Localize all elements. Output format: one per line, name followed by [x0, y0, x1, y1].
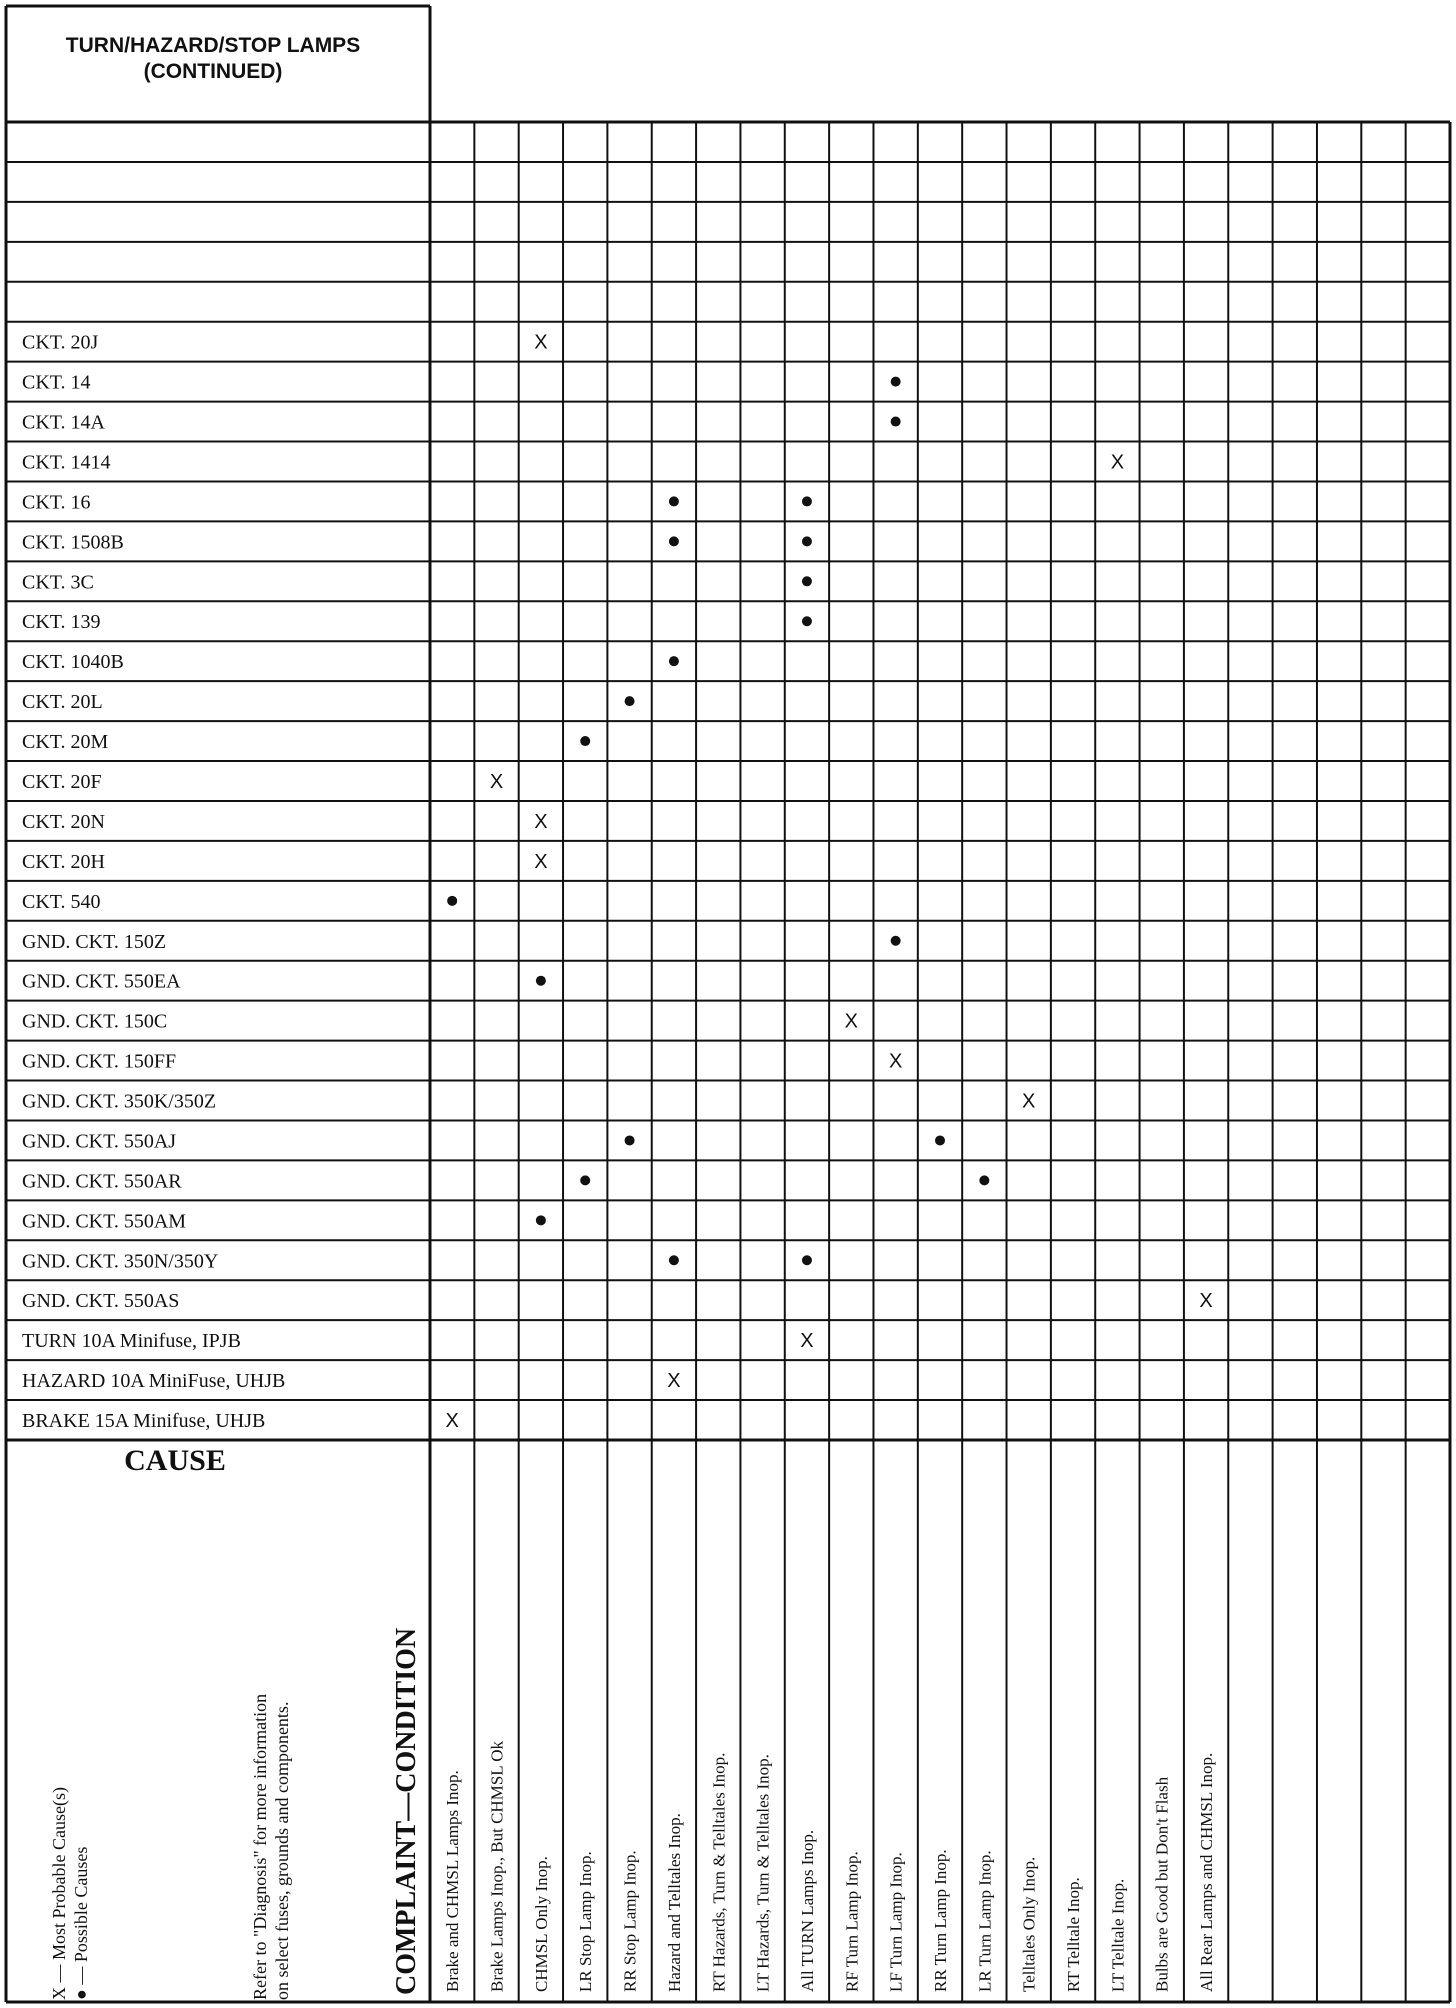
most-probable-cause-x: X	[1110, 451, 1125, 474]
condition-label: All TURN Lamps Inop.	[797, 1829, 817, 1992]
condition-label: RR Turn Lamp Inop.	[931, 1849, 950, 1992]
cause-label: BRAKE 15A Minifuse, UHJB	[22, 1410, 266, 1433]
most-probable-cause-x: X	[534, 850, 548, 873]
legend-possible: ● — Possible Causes	[71, 1846, 91, 2000]
cause-label: CKT. 20L	[22, 691, 103, 714]
possible-cause-dot	[979, 1175, 989, 1185]
legend-most-probable: X — Most Probable Cause(s)	[49, 1787, 69, 2000]
cause-label: CKT. 1508B	[22, 531, 124, 554]
possible-cause-dot	[447, 896, 457, 906]
cause-label: CKT. 20M	[22, 731, 109, 754]
condition-label: RF Turn Lamp Inop.	[842, 1851, 862, 1992]
condition-label: Brake Lamps Inop., But CHMSL Ok	[487, 1740, 507, 1992]
condition-label: LF Turn Lamp Inop.	[886, 1852, 906, 1992]
condition-label: RT Hazards, Turn & Telltales Inop.	[709, 1752, 729, 1992]
cause-label: GND. CKT. 150FF	[22, 1050, 177, 1073]
cause-label: TURN 10A Minifuse, IPJB	[22, 1330, 241, 1353]
possible-cause-dot	[669, 656, 679, 666]
most-probable-cause-x: X	[1022, 1090, 1036, 1113]
cause-label: CKT. 20J	[22, 331, 99, 354]
condition-label: LT Hazards, Turn & Telltales Inop.	[753, 1754, 773, 1992]
possible-cause-dot	[802, 576, 812, 586]
cause-label: GND. CKT. 350N/350Y	[22, 1250, 219, 1273]
most-probable-cause-x: X	[445, 1410, 459, 1433]
condition-label: Telltales Only Inop.	[1019, 1856, 1039, 1992]
most-probable-cause-x: X	[534, 331, 548, 354]
cause-label: CKT. 540	[22, 890, 101, 913]
condition-label: Hazard and Telltales Inop.	[664, 1813, 684, 1992]
condition-label: CHMSL Only Inop.	[531, 1856, 551, 1992]
diagnosis-note-line2: on select fuses, grounds and components.	[272, 1701, 292, 2000]
possible-cause-dot	[802, 616, 812, 626]
cause-label: CKT. 20H	[22, 850, 105, 873]
condition-label: Bulbs are Good but Don't Flash	[1152, 1776, 1172, 1992]
cause-label: CKT. 14	[22, 371, 91, 394]
cause-heading: CAUSE	[124, 1444, 226, 1477]
possible-cause-dot	[891, 417, 901, 427]
possible-cause-dot	[935, 1135, 945, 1145]
cause-label: GND. CKT. 550AR	[22, 1170, 182, 1193]
cause-label: GND. CKT. 550EA	[22, 970, 181, 993]
possible-cause-dot	[802, 536, 812, 546]
chart-grid	[6, 6, 1450, 2002]
condition-label: RR Stop Lamp Inop.	[620, 1850, 640, 1992]
possible-cause-dot	[536, 976, 546, 986]
most-probable-cause-x: X	[888, 1050, 903, 1073]
condition-label: LR Turn Lamp Inop.	[975, 1850, 995, 1992]
most-probable-cause-x: X	[534, 810, 548, 833]
most-probable-cause-x: X	[844, 1010, 858, 1033]
possible-cause-dot	[625, 696, 635, 706]
cause-label: CKT. 3C	[22, 571, 94, 594]
possible-cause-dot	[669, 496, 679, 506]
condition-label: RT Telltale Inop.	[1064, 1877, 1084, 1992]
cause-label: HAZARD 10A MiniFuse, UHJB	[22, 1370, 286, 1393]
cause-label: GND. CKT. 550AS	[22, 1290, 180, 1313]
possible-cause-dot	[802, 496, 812, 506]
possible-cause-dot	[625, 1135, 635, 1145]
possible-cause-dot	[802, 1255, 812, 1265]
cause-label: CKT. 139	[22, 611, 101, 634]
cause-label: GND. CKT. 150Z	[22, 930, 167, 953]
cause-label: CKT. 14A	[22, 411, 105, 434]
condition-label: LR Stop Lamp Inop.	[576, 1851, 596, 1992]
diagnosis-note-line1: Refer to "Diagnosis" for more information	[250, 1693, 270, 2000]
cause-label: CKT. 16	[22, 491, 91, 514]
chart-title-line2: (CONTINUED)	[143, 60, 283, 83]
cause-label: GND. CKT. 550AJ	[22, 1130, 177, 1153]
condition-label: LT Telltale Inop.	[1108, 1878, 1128, 1992]
possible-cause-dot	[536, 1215, 546, 1225]
possible-cause-dot	[580, 736, 590, 746]
condition-label: All Rear Lamps and CHMSL Inop.	[1197, 1752, 1217, 1992]
most-probable-cause-x: X	[800, 1330, 814, 1353]
cause-label: CKT. 1040B	[22, 651, 124, 674]
possible-cause-dot	[669, 1255, 679, 1265]
possible-cause-dot	[891, 936, 901, 946]
most-probable-cause-x: X	[667, 1370, 681, 1393]
cause-label: CKT. 20N	[22, 810, 105, 833]
cause-label: CKT. 1414	[22, 451, 111, 474]
most-probable-cause-x: X	[1199, 1290, 1213, 1313]
cause-label: CKT. 20F	[22, 771, 102, 793]
possible-cause-dot	[580, 1175, 590, 1185]
possible-cause-dot	[891, 377, 901, 387]
condition-label: Brake and CHMSL Lamps Inop.	[443, 1770, 463, 1992]
possible-cause-dot	[669, 536, 679, 546]
most-probable-cause-x: X	[489, 771, 504, 793]
cause-label: GND. CKT. 350K/350Z	[22, 1090, 217, 1113]
cause-label: GND. CKT. 550AM	[22, 1210, 187, 1233]
chart-title-line1: TURN/HAZARD/STOP LAMPS	[65, 34, 361, 57]
cause-label: GND. CKT. 150C	[22, 1010, 168, 1033]
complaint-condition-heading: COMPLAINT—CONDITION	[391, 1627, 422, 1995]
